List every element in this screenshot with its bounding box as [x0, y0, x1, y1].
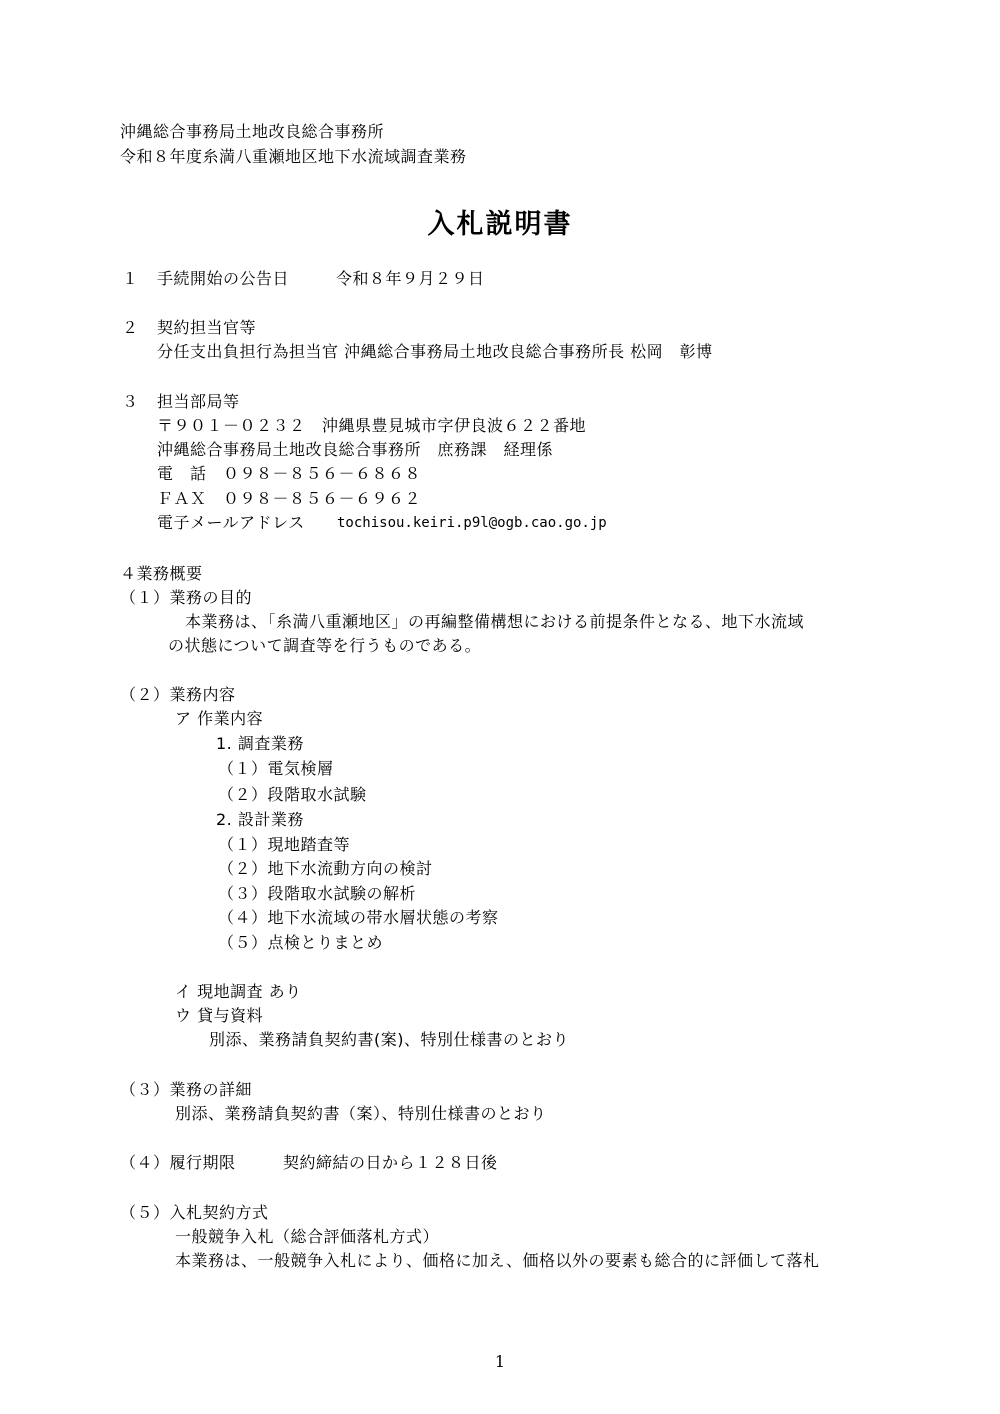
section-3-heading: 担当部局等: [157, 392, 240, 411]
section-1-number: １: [122, 269, 139, 288]
details-heading: （３）業務の詳細: [120, 1080, 253, 1099]
list-item: （３）段階取水試験の解析: [218, 884, 417, 903]
email-label: 電子メールアドレス: [157, 513, 305, 532]
office-name: 沖縄総合事務局土地改良総合事務所: [120, 122, 385, 141]
postal-address: 〒９０１－０２３２ 沖縄県豊見城市字伊良波６２２番地: [157, 416, 587, 435]
list-item: 1. 調査業務: [216, 734, 304, 753]
list-item: （５）点検とりまとめ: [218, 933, 384, 952]
list-item: 2. 設計業務: [216, 810, 304, 829]
details-body: 別添、業務請負契約書（案）、特別仕様書のとおり: [175, 1104, 547, 1123]
list-item: （４）地下水流域の帯水層状態の考察: [218, 908, 499, 927]
contract-method-line-2: 本業務は、一般競争入札により、価格に加え、価格以外の要素も総合的に評価して落札: [175, 1251, 820, 1270]
purpose-heading: （１）業務の目的: [120, 588, 253, 607]
section-2-heading: 契約担当官等: [157, 318, 257, 337]
project-name: 令和８年度糸満八重瀬地区地下水流域調査業務: [120, 147, 467, 166]
deadline-body: 契約締結の日から１２８日後: [283, 1153, 498, 1172]
contract-method-line-1: 一般競争入札（総合評価落札方式）: [175, 1227, 440, 1246]
list-item: （１）現地踏査等: [218, 835, 351, 854]
purpose-line-2: の状態について調査等を行うものである。: [168, 636, 482, 655]
site-survey-label: イ 現地調査 あり: [175, 982, 302, 1001]
section-3-number: ３: [122, 392, 139, 411]
announcement-date: 令和８年９月２９日: [336, 269, 485, 288]
list-item: （１）電気検層: [218, 759, 334, 778]
department: 沖縄総合事務局土地改良総合事務所 庶務課 経理係: [157, 440, 554, 459]
section-2-number: ２: [122, 318, 139, 337]
fax-number: ＦＡＸ ０９８－８５６－６９６２: [157, 489, 422, 508]
list-item: （２）地下水流動方向の検討: [218, 859, 433, 878]
work-contents-label: ア 作業内容: [175, 709, 264, 728]
email-address: tochisou.keiri.p9l@ogb.cao.go.jp: [337, 515, 607, 531]
list-item: （２）段階取水試験: [218, 785, 367, 804]
phone-number: 電 話 ０９８－８５６－６８６８: [157, 464, 422, 483]
deadline-heading: （４）履行期限: [120, 1153, 236, 1172]
loan-materials-label: ウ 貸与資料: [175, 1006, 264, 1025]
section-1-label: 手続開始の公告日: [157, 269, 290, 288]
loan-materials-body: 別添、業務請負契約書(案)、特別仕様書のとおり: [209, 1030, 569, 1049]
contract-officer: 分任支出負担行為担当官 沖縄総合事務局土地改良総合事務所長 松岡 彰博: [157, 342, 713, 361]
contract-method-heading: （５）入札契約方式: [120, 1203, 269, 1222]
section-4-heading: ４業務概要: [120, 564, 203, 583]
document-title: 入札説明書: [427, 209, 573, 240]
page-number: 1: [494, 1352, 506, 1371]
contents-heading: （２）業務内容: [120, 685, 236, 704]
purpose-line-1: 本業務は、「糸満八重瀬地区」の再編整備構想における前提条件となる、地下水流域: [185, 612, 805, 631]
